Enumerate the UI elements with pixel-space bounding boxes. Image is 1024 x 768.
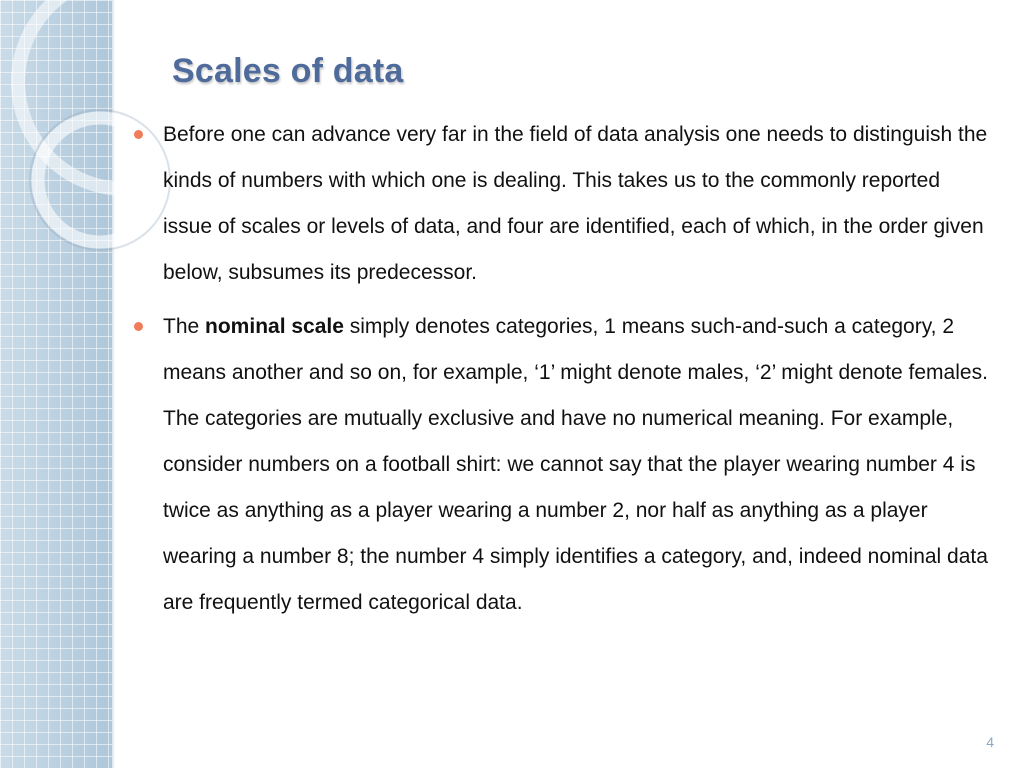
bullet-text: Before one can advance very far in the field of data analysis one needs to distinguish the kinds of numbers with which one is dealing. This takes us to the commonly reported issue of scales or levels of data, and four are identified, each of which, in the order given below, subsumes its predecessor.: [163, 123, 988, 284]
bullet-text-suffix: simply denotes categories, 1 means such-and-such a category, 2 means another and so on, for example, ‘1’ might denote males, ‘2’ might denote females. The categories are mutually exclusive and have no numerical meaning. For example, consider numbers on a football shirt: we cannot say that the player wearing number 4 is twice as anything as a player wearing a number 2, nor half as anything as a player wearing a number 8; the number 4 simply identifies a category, and, indeed nominal data are frequently termed categorical data.: [163, 315, 988, 614]
bullet-item-nominal-scale: [130, 304, 992, 626]
bullet-item-intro: [130, 112, 992, 296]
slide-body: [130, 112, 992, 626]
bullet-term-nominal-scale: nominal scale: [205, 315, 344, 338]
bullet-dot-icon: [134, 130, 143, 139]
page-number: 4: [986, 734, 994, 750]
slide-title: Scales of data: [172, 52, 404, 90]
bullet-text-prefix: The: [163, 315, 206, 338]
bullet-dot-icon: [134, 322, 143, 331]
